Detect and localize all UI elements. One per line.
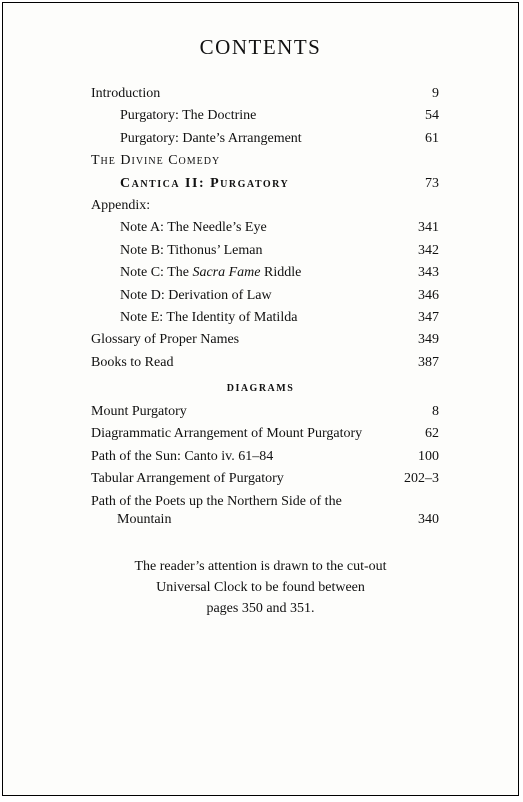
diagram-entry <box>91 468 439 490</box>
toc-entry-introduction <box>91 83 439 105</box>
toc-entry-page: 54 <box>425 108 439 124</box>
clock-note-line: pages 350 and 351. <box>206 601 315 616</box>
diagram-entry <box>91 491 439 529</box>
toc-entry-label: Note B: Tithonus’ Leman <box>120 242 263 258</box>
toc-entry-label: Introduction <box>91 86 161 101</box>
diagrams-list <box>91 401 439 529</box>
toc-entry-label-end: Riddle <box>260 265 302 281</box>
toc-entry-label: Note A: The Needle’s Eye <box>120 220 267 236</box>
toc-entry-label-start: Note C: The <box>120 265 193 281</box>
toc-entry-arrangement <box>91 128 439 150</box>
diagram-entry-page: 340 <box>418 511 439 527</box>
toc-entry-cantica <box>91 173 439 195</box>
toc-entry-label <box>120 262 301 284</box>
diagram-entry <box>91 446 439 468</box>
diagram-entry <box>91 401 439 423</box>
toc-entry-note-e <box>91 307 439 329</box>
toc-entry-books <box>91 352 439 374</box>
toc-entry-label: Note D: Derivation of Law <box>120 287 272 303</box>
toc-entry-label: Glossary of Proper Names <box>91 332 240 348</box>
diagram-entry-page: 8 <box>432 404 439 419</box>
diagram-entry-label-line2: Mountain <box>117 511 172 527</box>
diagram-entry-label <box>91 493 406 529</box>
toc-entry-page: 346 <box>418 287 439 303</box>
toc-entry-note-b <box>91 240 439 262</box>
diagram-entry-page: 62 <box>425 426 439 442</box>
contents-heading: CONTENTS <box>199 35 322 59</box>
toc-entry-appendix <box>91 195 439 217</box>
diagrams-heading: DIAGRAMS <box>226 383 295 394</box>
toc-entry-label: Note E: The Identity of Matilda <box>120 309 298 325</box>
toc-entry-label: Purgatory: Dante’s Arrangement <box>120 130 302 146</box>
toc-entry-glossary <box>91 329 439 351</box>
diagram-entry-label: Mount Purgatory <box>91 404 187 419</box>
toc-entry-page: 61 <box>425 130 439 146</box>
toc-entry-page: 347 <box>418 309 439 325</box>
toc-entry-divine-comedy <box>91 150 439 172</box>
toc-entry-page: 343 <box>418 265 439 281</box>
diagram-entry-label: Tabular Arrangement of Purgatory <box>91 471 284 487</box>
toc-entry-doctrine <box>91 105 439 127</box>
toc-entry-page: 387 <box>418 354 439 370</box>
diagram-entry-label: Diagrammatic Arrangement of Mount Purgatory <box>91 426 363 442</box>
clock-note-line: Universal Clock to be found between <box>156 580 365 595</box>
toc-entry-note-d <box>91 285 439 307</box>
diagram-entry-page: 100 <box>418 448 439 464</box>
toc-entry-label-italic: Sacra Fame <box>192 265 261 281</box>
clock-note-line: The reader’s attention is drawn to the cut-out <box>134 559 387 574</box>
clock-note <box>3 556 518 619</box>
toc-entry-label: Books to Read <box>91 354 174 370</box>
diagram-entry-page: 202–3 <box>404 471 439 487</box>
toc-entry-page: 341 <box>418 220 439 236</box>
toc-entry-note-c <box>91 262 439 284</box>
book-page <box>2 2 519 796</box>
toc-entry-page: 9 <box>432 86 439 101</box>
toc-entry-page: 342 <box>418 242 439 258</box>
toc-entry-note-a <box>91 217 439 239</box>
toc-entry-page: 349 <box>418 332 439 348</box>
toc-entry-label: The Divine Comedy <box>91 153 221 169</box>
toc-entry-label: Purgatory: The Doctrine <box>120 108 257 124</box>
toc-entry-label: Cantica II: Purgatory <box>120 175 290 191</box>
diagram-entry-label-line1: Path of the Poets up the Northern Side of the <box>91 493 342 509</box>
diagram-entry <box>91 423 439 445</box>
diagram-entry-label: Path of the Sun: Canto iv. 61–84 <box>91 448 274 464</box>
contents-list <box>91 83 439 374</box>
toc-entry-label: Appendix: <box>91 197 151 213</box>
toc-entry-page: 73 <box>425 175 439 191</box>
